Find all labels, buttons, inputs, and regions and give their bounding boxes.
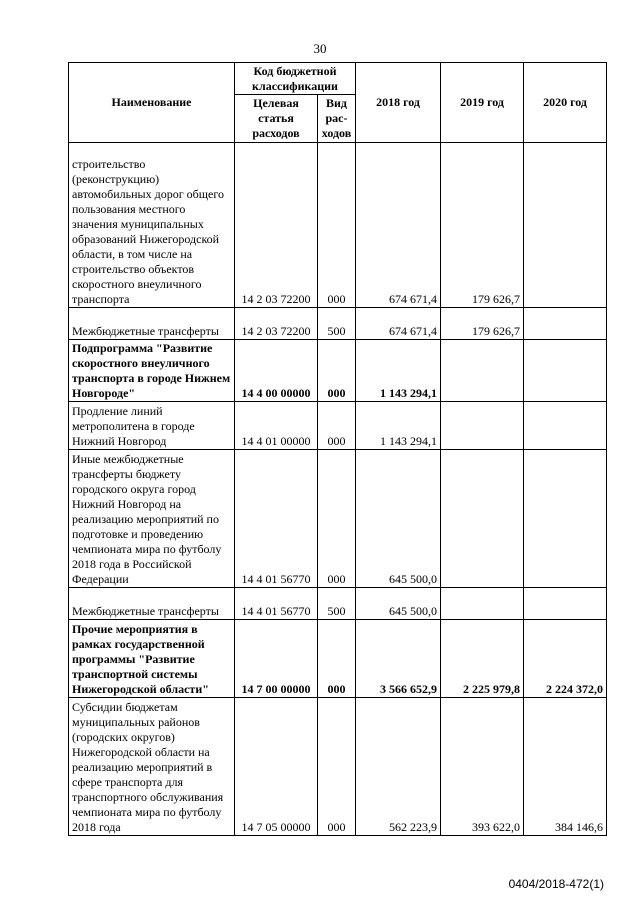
row-code: 14 7 00 00000 xyxy=(235,620,318,698)
row-2020: 384 146,6 xyxy=(524,698,607,836)
row-2019: 2 225 979,8 xyxy=(441,620,524,698)
table-row xyxy=(69,450,607,588)
row-name: строительство (реконструкцию) автомобильных дорог общего пользования местного значения муниципальных образований Нижегородской области, в том числе на строительство объектов скоростного внеуличного транспорта xyxy=(69,143,235,308)
row-2019: 393 622,0 xyxy=(441,698,524,836)
row-type: 500 xyxy=(318,308,356,340)
header-code-group: Код бюджетной классификации xyxy=(235,63,356,95)
header-2018: 2018 год xyxy=(356,63,441,143)
row-2018: 562 223,9 xyxy=(356,698,441,836)
row-name: Подпрограмма "Развитие скоростного внеуличного транспорта в городе Нижнем Новгороде" xyxy=(69,340,235,402)
row-code: 14 4 01 56770 xyxy=(235,450,318,588)
row-code: 14 2 03 72200 xyxy=(235,143,318,308)
table-row xyxy=(69,308,607,340)
row-type: 000 xyxy=(318,340,356,402)
row-2020 xyxy=(524,143,607,308)
row-name: Субсидии бюджетам муниципальных районов (городских округов) Нижегородской области на реализацию мероприятий в сфере транспорта для транспортного обслуживания чемпионата мира по футболу 2018 года xyxy=(69,698,235,836)
table-row xyxy=(69,620,607,698)
row-2018: 674 671,4 xyxy=(356,143,441,308)
row-2018: 1 143 294,1 xyxy=(356,340,441,402)
row-type: 000 xyxy=(318,450,356,588)
row-2020 xyxy=(524,402,607,450)
row-2019 xyxy=(441,402,524,450)
row-name: Межбюджетные трансферты xyxy=(69,588,235,620)
row-2020: 2 224 372,0 xyxy=(524,620,607,698)
row-code: 14 4 01 00000 xyxy=(235,402,318,450)
row-code: 14 4 01 56770 xyxy=(235,588,318,620)
table-row xyxy=(69,143,607,308)
row-2019 xyxy=(441,450,524,588)
row-2018: 674 671,4 xyxy=(356,308,441,340)
row-type: 500 xyxy=(318,588,356,620)
row-name: Иные межбюджетные трансферты бюджету городского округа город Нижний Новгород на реализацию мероприятий по подготовке и проведению чемпионата мира по футболу 2018 года в Российской Федерации xyxy=(69,450,235,588)
row-2020 xyxy=(524,340,607,402)
header-name: Наименование xyxy=(69,63,235,143)
header-target: Целевая статья расходов xyxy=(235,95,318,143)
row-2018: 645 500,0 xyxy=(356,588,441,620)
row-2019 xyxy=(441,340,524,402)
row-type: 000 xyxy=(318,402,356,450)
row-name: Прочие мероприятия в рамках государственной программы "Развитие транспортной системы Нижегородской области" xyxy=(69,620,235,698)
row-2018: 645 500,0 xyxy=(356,450,441,588)
row-name: Продление линий метрополитена в городе Нижний Новгород xyxy=(69,402,235,450)
table-row xyxy=(69,588,607,620)
row-2019: 179 626,7 xyxy=(441,143,524,308)
row-2018: 3 566 652,9 xyxy=(356,620,441,698)
row-code: 14 2 03 72200 xyxy=(235,308,318,340)
budget-table xyxy=(68,62,607,836)
document-id: 0404/2018-472(1) xyxy=(508,877,604,891)
row-2020 xyxy=(524,450,607,588)
row-2019: 179 626,7 xyxy=(441,308,524,340)
table-row xyxy=(69,402,607,450)
row-type: 000 xyxy=(318,698,356,836)
header-2019: 2019 год xyxy=(441,63,524,143)
row-type: 000 xyxy=(318,620,356,698)
row-name: Межбюджетные трансферты xyxy=(69,308,235,340)
row-code: 14 7 05 00000 xyxy=(235,698,318,836)
row-code: 14 4 00 00000 xyxy=(235,340,318,402)
row-2018: 1 143 294,1 xyxy=(356,402,441,450)
table-row xyxy=(69,340,607,402)
header-2020: 2020 год xyxy=(524,63,607,143)
page-number: 30 xyxy=(313,41,327,56)
row-type: 000 xyxy=(318,143,356,308)
row-2020 xyxy=(524,308,607,340)
row-2019 xyxy=(441,588,524,620)
header-type: Вид рас-ходов xyxy=(318,95,356,143)
table-row xyxy=(69,698,607,836)
row-2020 xyxy=(524,588,607,620)
